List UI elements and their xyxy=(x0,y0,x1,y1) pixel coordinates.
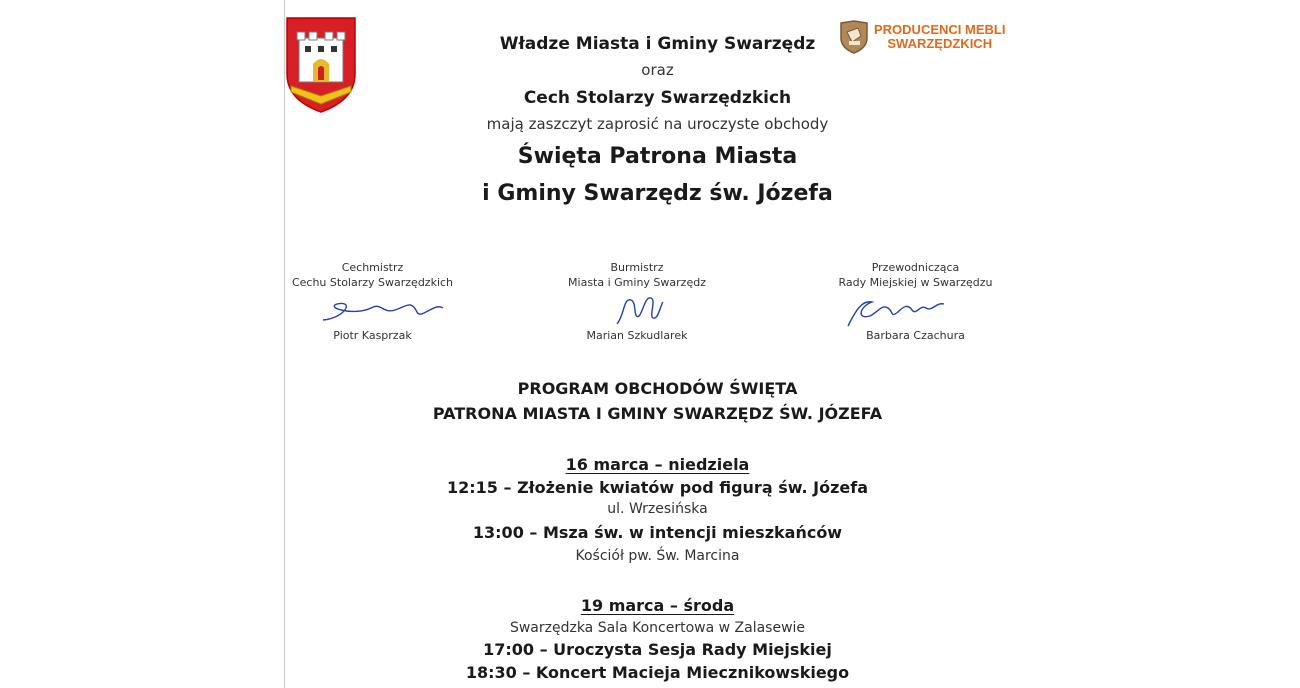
header-line-4: mają zaszczyt zaprosić na uroczyste obchody xyxy=(486,115,829,133)
day-2-event-1: 17:00 – Uroczysta Sesja Rady Miejskiej xyxy=(483,640,832,659)
day-1-place-2: Kościół pw. Św. Marcina xyxy=(575,548,740,564)
invitation-document xyxy=(285,0,1030,688)
day-2-event-2: 18:30 – Koncert Macieja Miecznikowskiego xyxy=(465,663,850,682)
signatory-2-role-1: Burmistrz xyxy=(610,261,664,274)
header-line-2: oraz xyxy=(641,61,674,79)
signatory-3-role-2: Rady Miejskiej w Swarzędzu xyxy=(838,276,993,289)
signatory-2-name: Marian Szkudlarek xyxy=(586,329,688,342)
program-heading-2: PATRONA MIASTA I GMINY SWARZĘDZ ŚW. JÓZEFA xyxy=(432,404,883,423)
event-title-line-1: Święta Patrona Miasta xyxy=(517,144,798,169)
signature-3-icon xyxy=(828,290,1003,328)
day-1-event-1: 12:15 – Złożenie kwiatów pod figurą św. Józefa xyxy=(447,478,868,497)
signatory-3-name: Barbara Czachura xyxy=(866,329,965,342)
signatory-1 xyxy=(285,260,460,343)
signatory-1-name: Piotr Kasprzak xyxy=(333,329,412,342)
signatory-1-role-2: Cechu Stolarzy Swarzędzkich xyxy=(291,276,454,289)
day-2-place: Swarzędzka Sala Koncertowa w Zalasewie xyxy=(509,620,806,636)
day-1-event-2: 13:00 – Msza św. w intencji mieszkańców xyxy=(472,523,843,542)
signatory-1-role-1: Cechmistrz xyxy=(341,261,404,274)
header-line-3: Cech Stolarzy Swarzędzkich xyxy=(523,88,792,108)
signatory-2-role-2: Miasta i Gminy Swarzędz xyxy=(568,276,706,289)
signatory-3-role-1: Przewodnicząca xyxy=(871,261,960,274)
day-1-place-1: ul. Wrzesińska xyxy=(607,501,708,517)
brand-line-2: SWARZĘDZKICH xyxy=(887,36,993,51)
signatory-2 xyxy=(543,260,731,343)
signatory-3 xyxy=(828,260,1003,343)
brand-line-1: PRODUCENCI MEBLI xyxy=(874,22,1006,37)
program-heading-1: PROGRAM OBCHODÓW ŚWIĘTA xyxy=(517,379,798,398)
day-2-date: 19 marca – środa xyxy=(580,596,735,615)
signature-1-icon xyxy=(285,290,460,328)
day-1-date: 16 marca – niedziela xyxy=(565,455,750,474)
header-line-1: Władze Miasta i Gminy Swarzędz xyxy=(499,34,816,54)
signature-2-icon xyxy=(543,290,731,328)
event-title-line-2: i Gminy Swarzędz św. Józefa xyxy=(482,181,833,206)
